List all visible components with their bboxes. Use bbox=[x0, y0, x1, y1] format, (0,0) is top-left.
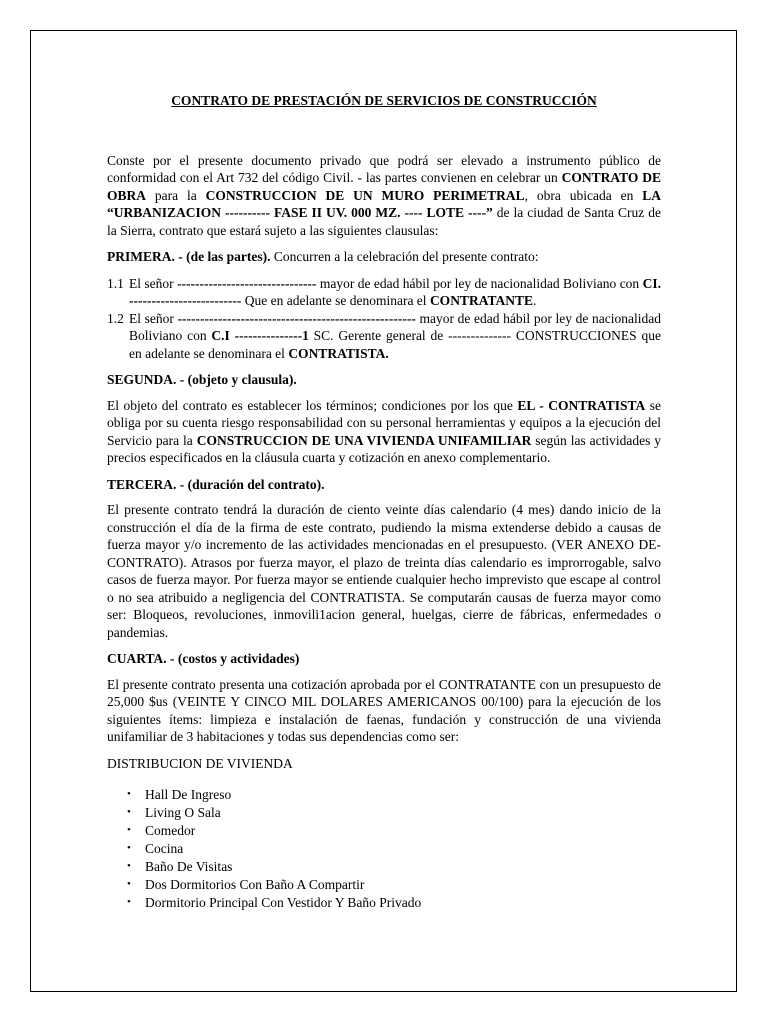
room-label: Living O Sala bbox=[145, 805, 221, 821]
item-bold-part: CONTRATANTE bbox=[429, 293, 533, 308]
clause-bold: CONSTRUCCION DE UNA VIVIENDA UNIFAMILIAR bbox=[196, 432, 532, 448]
list-item bbox=[107, 804, 661, 822]
room-label: Hall De Ingreso bbox=[145, 787, 232, 803]
intro-paragraph bbox=[107, 152, 661, 240]
intro-bold: CONTRATO DE OBRA bbox=[107, 170, 661, 203]
item-text-part: . bbox=[532, 293, 537, 308]
item-text-part: El señor bbox=[129, 310, 178, 326]
intro-text: Conste por el presente documento privado que podrá ser elevado a instrumento público de conformidad con el Art 732 del código Civil. - las partes convienen en celebrar un bbox=[107, 152, 661, 185]
intro-text: , obra ubicada en bbox=[524, 187, 643, 203]
list-item bbox=[107, 876, 661, 894]
parties-list bbox=[107, 275, 661, 363]
clause-text: El objeto del contrato es establecer los términos; condiciones por los que bbox=[107, 397, 518, 413]
intro-text: para la bbox=[146, 187, 206, 203]
bullet-icon: • bbox=[127, 896, 131, 909]
bullet-icon: • bbox=[127, 788, 131, 801]
clause-bold: EL - CONTRATISTA bbox=[517, 397, 646, 413]
document-title: CONTRATO DE PRESTACIÓN DE SERVICIOS DE CONSTRUCCIÓN bbox=[171, 93, 597, 108]
item-bold-part: C.I ---------------1 bbox=[211, 328, 309, 343]
bullet-icon: • bbox=[127, 842, 131, 855]
party-item bbox=[107, 275, 661, 310]
list-item bbox=[107, 858, 661, 876]
bullet-icon: • bbox=[127, 824, 131, 837]
clause-text: según las actividades y precios especificados en la cláusula cuarta y cotización en anexo complementario. bbox=[107, 432, 661, 465]
item-text-part: mayor de edad hábil por ley de nacionalidad Boliviano con bbox=[129, 310, 661, 343]
room-label: Baño De Visitas bbox=[145, 859, 233, 875]
list-item bbox=[107, 840, 661, 858]
distribution-heading: DISTRIBUCION DE VIVIENDA bbox=[107, 755, 293, 771]
bullet-icon: • bbox=[127, 860, 131, 873]
clause-text: Concurren a la celebración del presente contrato: bbox=[270, 249, 539, 264]
item-number: 1.2 bbox=[107, 310, 124, 326]
list-item bbox=[107, 786, 661, 804]
intro-bold: LA “URBANIZACION ---------- FASE II UV. 000 MZ. ---- LOTE ----” bbox=[107, 187, 661, 220]
intro-text: de la ciudad de Santa Cruz de la Sierra, contrato que estará sujeto a las siguientes clausulas: bbox=[107, 205, 661, 238]
clause-heading: PRIMERA. - (de las partes). bbox=[107, 249, 271, 264]
item-bold-part: ----------------------------------------------------- bbox=[177, 310, 416, 326]
room-label: Dos Dormitorios Con Baño A Compartir bbox=[145, 877, 365, 893]
item-bold-part: CONTRATISTA. bbox=[288, 345, 389, 361]
room-label: Cocina bbox=[145, 841, 184, 857]
item-number: 1.1 bbox=[107, 275, 124, 291]
item-bold-part: ------------------------------- bbox=[177, 275, 317, 291]
item-text-part: Que en adelante se denominara el bbox=[241, 293, 430, 308]
intro-bold: CONSTRUCCION DE UN MURO PERIMETRAL bbox=[205, 187, 525, 203]
list-item bbox=[107, 822, 661, 840]
clause-segunda-body bbox=[107, 397, 661, 467]
room-label: Comedor bbox=[145, 823, 196, 839]
item-text-part: El señor bbox=[129, 275, 178, 291]
document-body bbox=[107, 92, 661, 912]
clause-segunda-heading: SEGUNDA. - (objeto y clausula). bbox=[107, 372, 297, 387]
item-text bbox=[129, 275, 661, 310]
item-text-part: mayor de edad hábil por ley de nacionalidad Boliviano con bbox=[316, 275, 643, 291]
clause-cuarta-heading: CUARTA. - (costos y actividades) bbox=[107, 651, 300, 666]
item-text-part: SC. Gerente general de -------------- CONSTRUCCIONES que en adelante se denominara el bbox=[129, 328, 661, 361]
rooms-list bbox=[107, 786, 661, 912]
clause-tercera-heading: TERCERA. - (duración del contrato). bbox=[107, 476, 325, 492]
list-item bbox=[107, 894, 661, 912]
bullet-icon: • bbox=[127, 878, 131, 891]
clause-primera bbox=[107, 248, 661, 266]
bullet-icon: • bbox=[127, 806, 131, 819]
clause-cuarta-body: El presente contrato presenta una cotización aprobada por el CONTRATANTE con un presupuesto de 25,000 $us (VEINTE Y CINCO MIL DOLARES AMERICANOS 00/100) para la ejecución de los siguientes ítems: limpieza e instalación de faenas, fundación y construcción de una vivienda unifamiliar de 3 habitaciones y todas sus dependencias como ser: bbox=[107, 676, 661, 744]
item-bold-part: CI. ------------------------- bbox=[129, 275, 661, 308]
clause-text: se obliga por su cuenta riesgo responsabilidad con su personal herramientas y equipos a la ejecución del Servicio para la bbox=[107, 397, 662, 448]
party-item bbox=[107, 310, 661, 363]
clause-tercera-body: El presente contrato tendrá la duración de ciento veinte días calendario (4 mes) dando inicio de la construcción el día de la firma de este contrato, pudiendo la misma extenderse debido a causas de fuerza mayor y/o incremento de las actividades mencionadas en el presupuesto. (VER ANEXO DE-CONTRATO). Atrasos por fuerza mayor, el plazo de treinta días calendario es improrrogable, salvo casos de fuerza mayor. Por fuerza mayor se entiende cualquier hecho imprevisto que escape al control o no sea atribuido a negligencia del CONTRATISTA. Se computarán causas de fuerza mayor como ser: Bloqueos, revoluciones, inmovili1acion general, huelgas, cierre de fábricas, enfermedades o pandemias. bbox=[107, 502, 661, 640]
item-text bbox=[129, 310, 661, 363]
room-label: Dormitorio Principal Con Vestidor Y Baño Privado bbox=[145, 895, 422, 911]
